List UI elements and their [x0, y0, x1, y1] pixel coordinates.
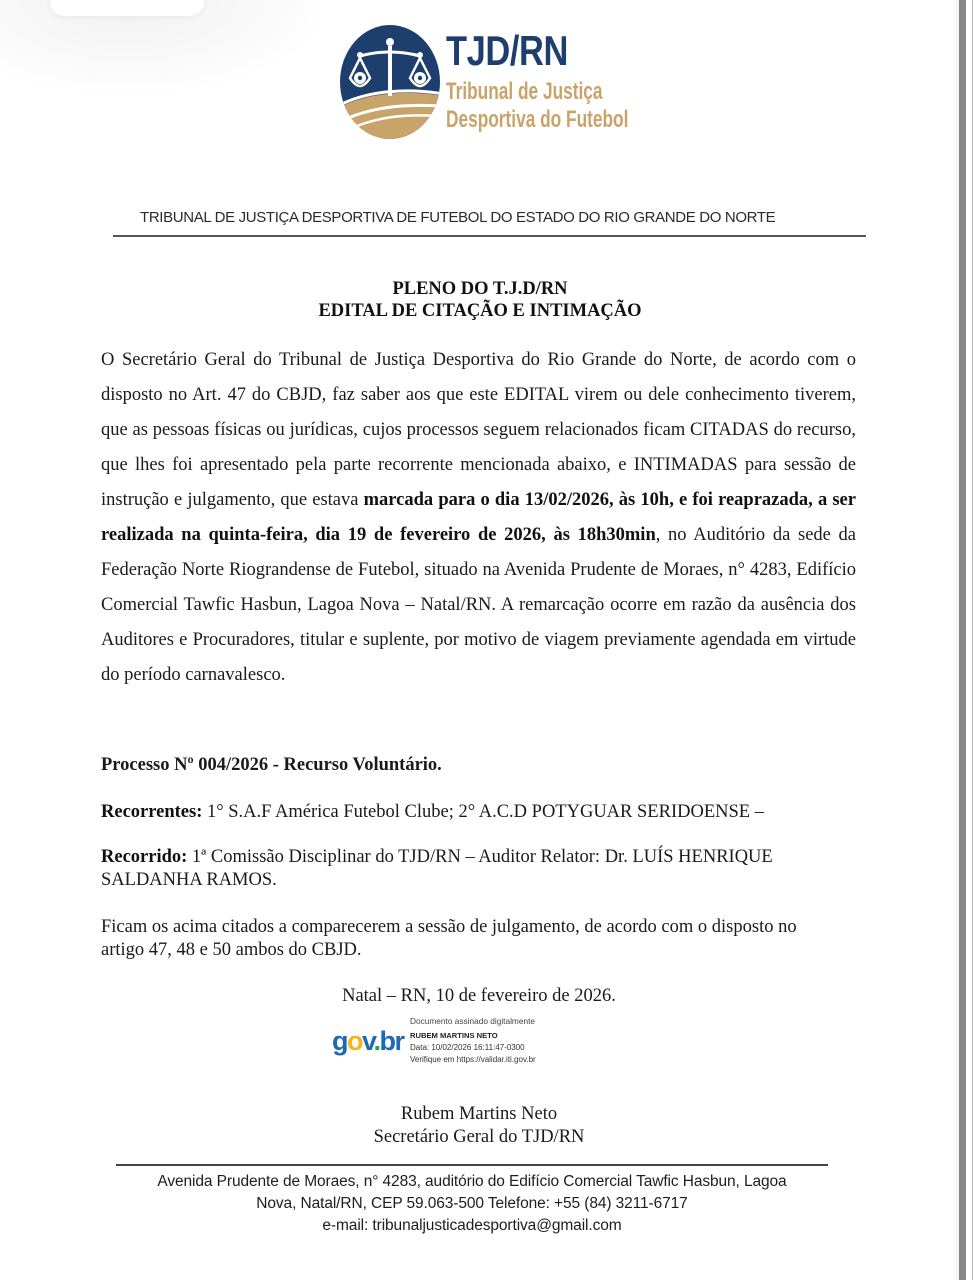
footer-divider: [116, 1164, 828, 1166]
page-edge-fade: [952, 0, 959, 1280]
recorrido-label: Recorrido:: [101, 847, 188, 867]
document-title-line2: EDITAL DE CITAÇÃO E INTIMAÇÃO: [318, 301, 642, 321]
closing-paragraph: Ficam os acima citados a comparecerem a sessão de julgamento, de acordo com o disposto no artigo 47, 48 e 50 ambos do CBJD.: [101, 917, 797, 960]
recorrido-value: 1ª Comissão Disciplinar do TJD/RN – Auditor Relator: Dr. LUÍS HENRIQUE SALDANHA RAMOS.: [101, 847, 773, 890]
document-title-line1: PLENO DO T.J.D/RN: [392, 279, 568, 299]
date-place: Natal – RN, 10 de fevereiro de 2026.: [342, 986, 616, 1006]
body-rest: , no Auditório da sede da Federação Norte Riograndense de Futebol, situado na Avenida Prudente de Moraes, n° 4283, Edifício Comercial Tawfic Hasbun, Lagoa Nova – Natal/RN. A remarcação ocorre em razão da ausência dos Auditores e Procuradores, titular e suplente, por motivo de viagem previamente agendada em virtude do período carnavalesco.: [101, 525, 857, 685]
recorrentes-label: Recorrentes:: [101, 802, 203, 822]
header-divider: [113, 235, 866, 237]
logo-acronym: TJD/RN: [446, 27, 568, 74]
signature-caption: Documento assinado digitalmente: [410, 1016, 535, 1026]
signature-verify-link[interactable]: Verifique em https://validar.iti.gov.br: [410, 1055, 536, 1064]
logo-subtitle-line1: Tribunal de Justiça: [446, 78, 603, 105]
recorrentes-value: 1° S.A.F América Futebol Clube; 2° A.C.D POTYGUAR SERIDOENSE –: [202, 802, 764, 822]
footer-address-line2: Nova, Natal/RN, CEP 59.063-500 Telefone: +55 (84) 3211-6717: [256, 1195, 688, 1212]
page-edge-line: [972, 0, 973, 1280]
scan-tab-artifact: [50, 0, 204, 16]
digital-signature-info: [410, 1015, 536, 1066]
institution-header: TRIBUNAL DE JUSTIÇA DESPORTIVA DE FUTEBOL DO ESTADO DO RIO GRANDE DO NORTE: [140, 209, 776, 226]
tjd-rn-logo: [338, 20, 629, 142]
page-edge-bar: [959, 0, 966, 1280]
processo-number: Processo Nº 004/2026 - Recurso Voluntário.: [101, 755, 442, 775]
recorrentes-line: [101, 801, 861, 824]
signer-role: Secretário Geral do TJD/RN: [373, 1127, 585, 1147]
signature-date: Data: 10/02/2026 16:11:47-0300: [410, 1043, 525, 1052]
body-intro: O Secretário Geral do Tribunal de Justiça Desportiva do Rio Grande do Norte, de acordo com o disposto no Art. 47 do CBJD, faz saber aos que este EDITAL virem ou dele conhecimento tiverem, que as pessoas físicas ou jurídicas, cujos processos seguem relacionados ficam CITADAS do recurso, que lhes foi apresentado pela parte recorrente mencionada abaixo, e INTIMADAS para sessão de instrução e julgamento, que estava: [101, 350, 856, 510]
recorrido-line: [101, 846, 861, 892]
footer-address-line1: Avenida Prudente de Moraes, n° 4283, auditório do Edifício Comercial Tawfic Hasbun, Lagoa: [157, 1173, 787, 1190]
signer-name: Rubem Martins Neto: [400, 1104, 558, 1124]
govbr-logo: gov.br: [332, 1026, 404, 1056]
logo-subtitle-line2: Desportiva do Futebol: [446, 106, 629, 133]
signature-signer: RUBEM MARTINS NETO: [410, 1031, 498, 1040]
scales-of-justice-emblem-icon: [338, 22, 444, 140]
edital-body-paragraph: [101, 343, 856, 693]
footer-email[interactable]: e-mail: tribunaljusticadesportiva@gmail.com: [322, 1217, 622, 1234]
body-schedule-bold: marcada para o dia 13/02/2026, às 10h, e foi reaprazada, a ser realizada na quinta-feira, dia 19 de fevereiro de 2026, às 18h30min: [101, 490, 856, 545]
